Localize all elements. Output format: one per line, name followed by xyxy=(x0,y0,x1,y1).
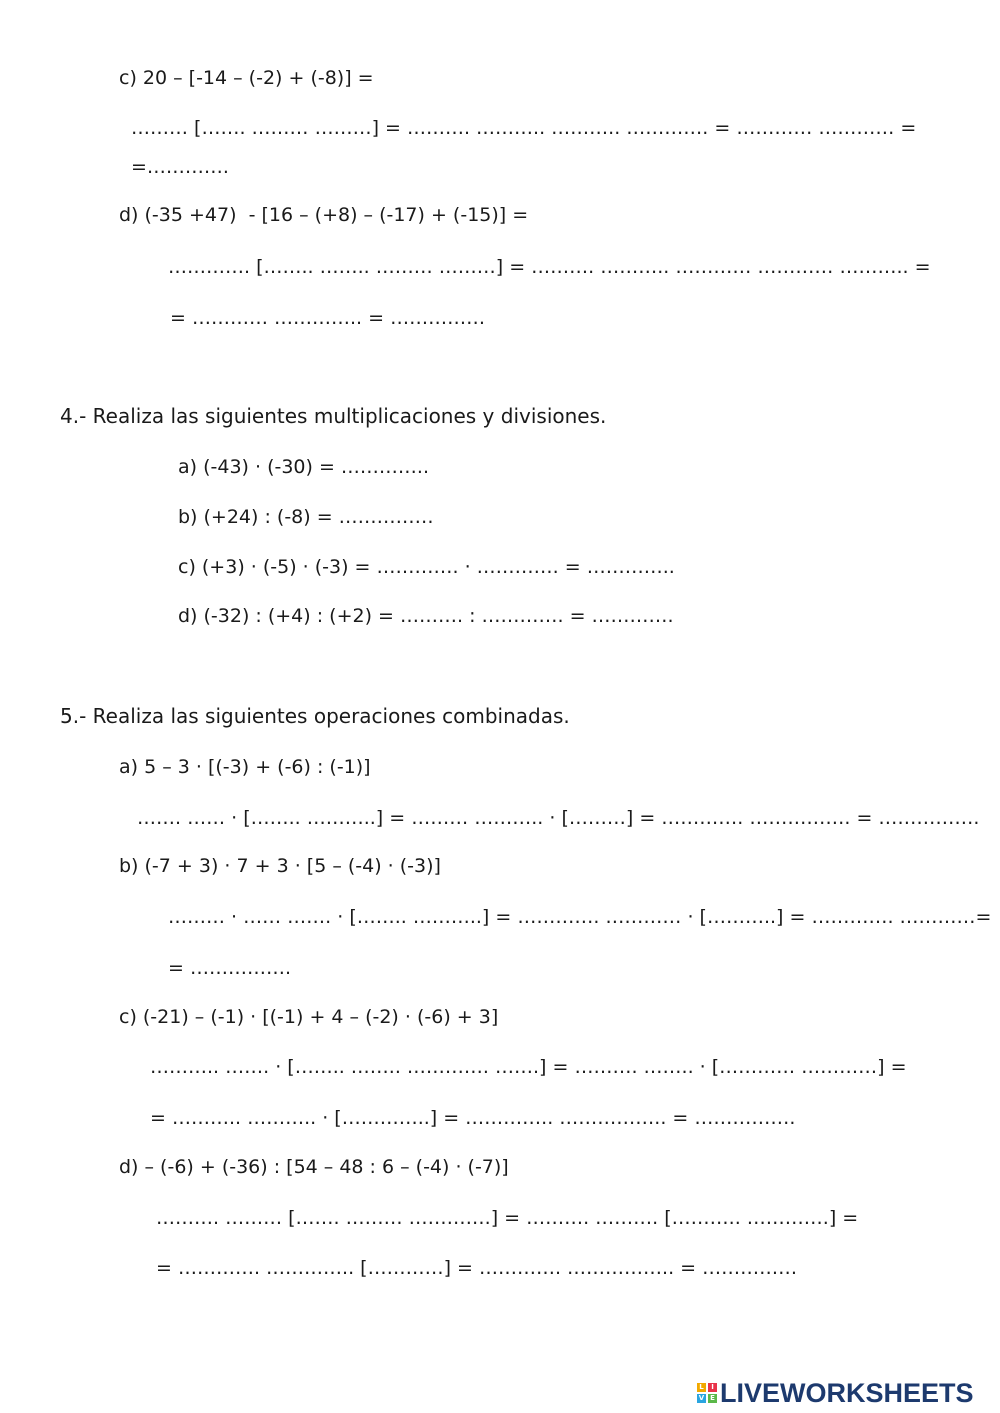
ex5-c-work-line-2[interactable]: = ……….. ……….. · […………..] = ………….. …………….. = ……………. xyxy=(150,1107,796,1129)
logo-letter-i: I xyxy=(708,1383,717,1392)
logo-letter-e: E xyxy=(708,1394,717,1403)
ex3-c-work-line-2[interactable]: =…………. xyxy=(131,156,229,178)
ex4-heading: 4.- Realiza las siguientes multiplicaciones y divisiones. xyxy=(60,404,607,428)
liveworksheets-logo xyxy=(697,1377,974,1409)
ex5-heading: 5.- Realiza las siguientes operaciones combinadas. xyxy=(60,704,570,728)
ex5-b-work-line-1[interactable]: ……… · …… ……. · […….. ………..] = …………. ………… · [………..] = …………. …………= xyxy=(168,906,992,928)
ex4-item-c[interactable]: c) (+3) · (-5) · (-3) = …………. · …………. = ………….. xyxy=(178,556,675,578)
ex3-c-work-line-1[interactable]: ……… [……. ……… ………] = ………. ……….. ……….. …………. = ………… ………… = xyxy=(131,117,917,139)
ex3-c-problem: c) 20 – [-14 – (-2) + (-8)] = xyxy=(119,67,374,89)
ex3-d-problem: d) (-35 +47) - [16 – (+8) – (-17) + (-15)] = xyxy=(119,204,529,226)
ex5-d-problem: d) – (-6) + (-36) : [54 – 48 : 6 – (-4) · (-7)] xyxy=(119,1156,509,1178)
logo-wordmark: LIVEWORKSHEETS xyxy=(720,1377,974,1408)
ex4-item-a[interactable]: a) (-43) · (-30) = ………….. xyxy=(178,456,430,478)
logo-letter-v: V xyxy=(698,1394,705,1402)
ex5-c-work-line-1[interactable]: ……….. ……. · […….. …….. …………. …….] = ………. …….. · [………… …………] = xyxy=(150,1056,907,1078)
ex5-b-work-line-2[interactable]: = ……………. xyxy=(168,957,291,979)
logo-letter-l: L xyxy=(697,1383,706,1392)
ex3-d-work-line-2[interactable]: = ………… ………….. = …………… xyxy=(170,307,486,329)
ex4-item-d[interactable]: d) (-32) : (+4) : (+2) = ………. : …………. = …………. xyxy=(178,605,674,627)
ex5-d-work-line-2[interactable]: = …………. ………….. […………] = …………. …………….. = …………… xyxy=(156,1257,798,1279)
ex5-c-problem: c) (-21) – (-1) · [(-1) + 4 – (-2) · (-6) + 3] xyxy=(119,1006,499,1028)
ex3-d-work-line-1[interactable]: …………. […….. …….. ……… ………] = ………. ……….. ………… ………… ……….. = xyxy=(168,256,931,278)
ex5-a-work-line-1[interactable]: ……. …… · […….. ………..] = ……… ……….. · [………] = …………. ……………. = ……………. xyxy=(137,807,980,829)
ex5-b-problem: b) (-7 + 3) · 7 + 3 · [5 – (-4) · (-3)] xyxy=(119,855,441,877)
ex5-a-problem: a) 5 – 3 · [(-3) + (-6) : (-1)] xyxy=(119,756,371,778)
ex4-item-b[interactable]: b) (+24) : (-8) = …………… xyxy=(178,506,434,528)
liveworksheets-logo-icon xyxy=(697,1383,717,1403)
ex5-d-work-line-1[interactable]: ………. ……… [……. ……… ………….] = ………. ………. [……….. ………….] = xyxy=(156,1207,859,1229)
